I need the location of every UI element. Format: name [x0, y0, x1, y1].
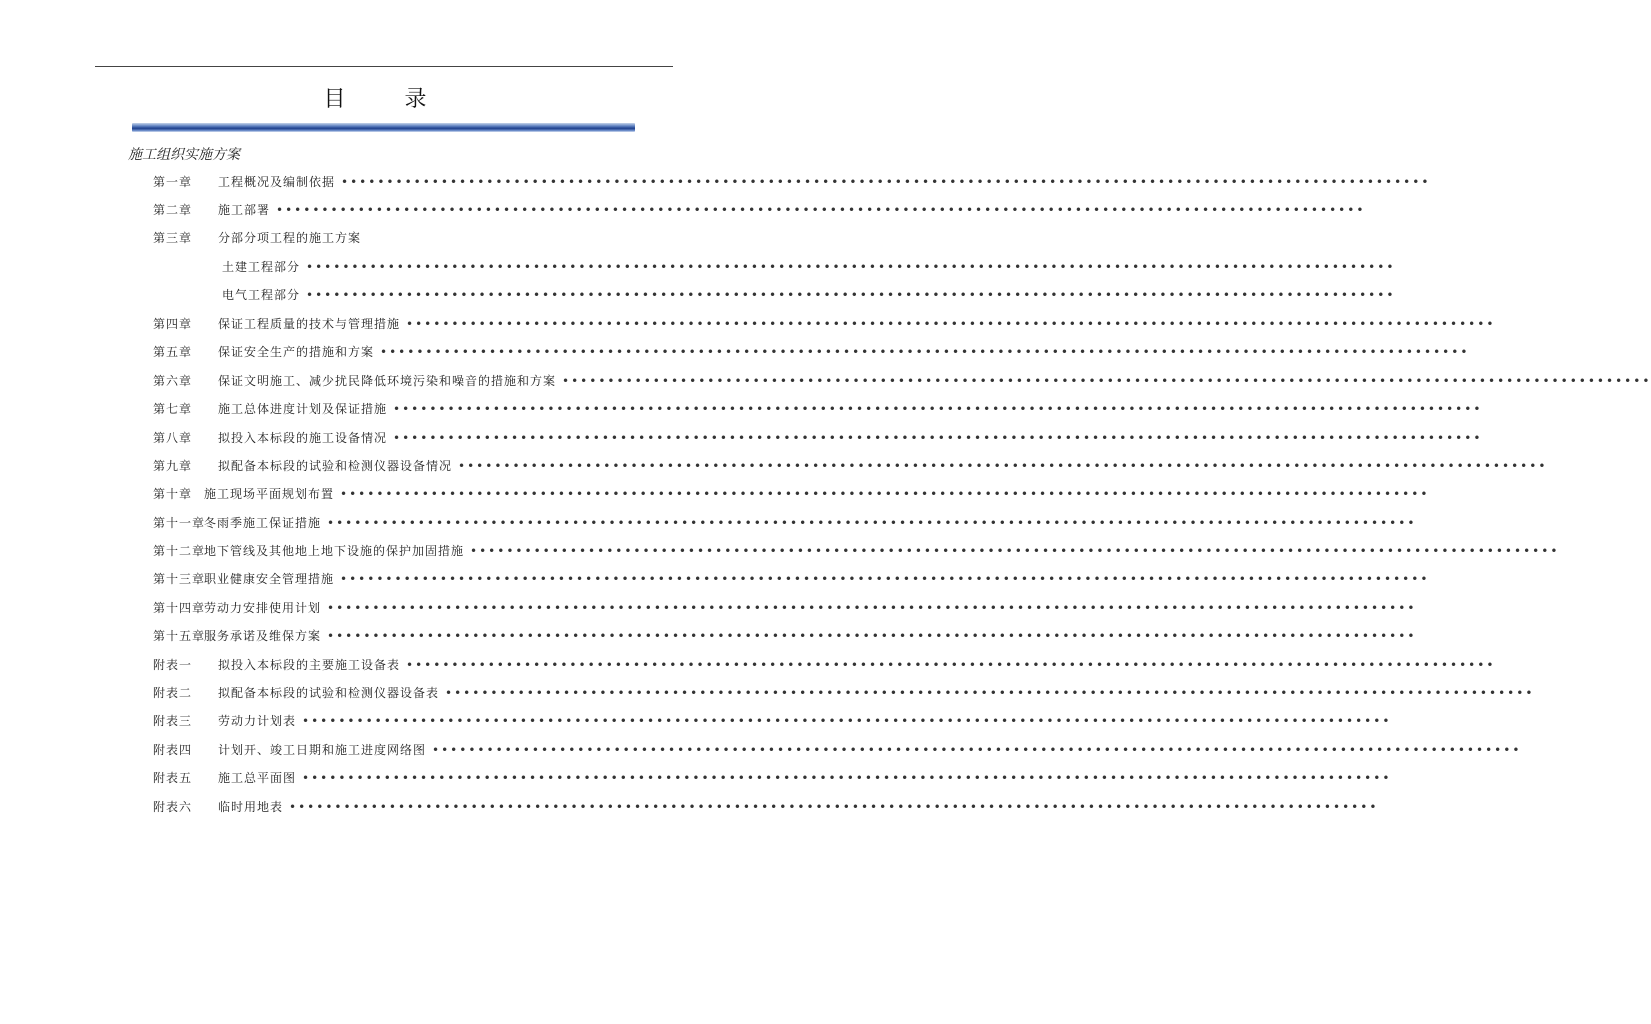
toc-entry[interactable]	[218, 429, 1483, 446]
toc-entry[interactable]	[218, 201, 1366, 218]
toc-entry-text: 土建工程部分	[222, 260, 301, 274]
toc-entry-text: 临时用地表	[218, 800, 284, 814]
dot-leader: ••••••••••••••••••••••••••••••••••••••••••••••••••••••••••••••••••••••••••••••••••••••••••••••••••••••••••••••••••••••••	[445, 686, 1535, 700]
toc-entry[interactable]	[222, 286, 1396, 303]
toc-label: 附表一	[153, 658, 193, 672]
toc-entry[interactable]	[218, 315, 1496, 332]
toc-entry[interactable]	[218, 229, 627, 246]
toc-label: 第二章	[153, 203, 193, 217]
decorative-band	[132, 123, 635, 132]
toc-label: 附表四	[153, 743, 193, 757]
toc-label: 第一章	[153, 175, 193, 189]
toc-label: 第四章	[153, 317, 193, 331]
dot-leader: ••••••••••••••••••••••••••••••••••••••••••••••••••••••••••••••••••••••••••••••••••••••••••••••••••••••••••••••••••••••••	[406, 658, 1496, 672]
toc-entry-text: 施工现场平面规划布置	[204, 487, 335, 501]
toc-entry[interactable]	[204, 514, 1417, 531]
page-title: 目 录	[323, 87, 453, 112]
toc-entry-text: 服务承诺及维保方案	[204, 629, 322, 643]
toc-entry[interactable]	[218, 173, 1431, 190]
dot-leader: ••••••••••••••••••••••••••••••••••••••••••••••••••••••••••••••••••••••••••••••••••••••••••••••••••••••••••••••••••••••••	[340, 487, 1430, 501]
toc-entry[interactable]	[222, 258, 1396, 275]
toc-entry-text: 职业健康安全管理措施	[204, 572, 335, 586]
toc-entry[interactable]	[204, 570, 1430, 587]
toc-entry-text: 劳动力安排使用计划	[204, 601, 322, 615]
toc-label: 第八章	[153, 431, 193, 445]
toc-label: 附表三	[153, 714, 193, 728]
dot-leader: ••••••••••••••••••••••••••••••••••••••••••••••••••••••••••••••••••••••••••••••••••••••••••••••••••••••••••••••••••••••••	[380, 345, 1470, 359]
toc-entry-text: 拟投入本标段的主要施工设备表	[218, 658, 401, 672]
toc-entry-text: 计划开、竣工日期和施工进度网络图	[218, 743, 427, 757]
dot-leader: ••••••••••••••••••••••••••••••••••••••••••••••••••••••••••••••••••••••••••••••••••••••••••••••••••••••••••••••••••••••••	[406, 317, 1496, 331]
toc-entry[interactable]	[218, 769, 1392, 786]
toc-entry[interactable]	[218, 343, 1470, 360]
toc-entry-text: 拟投入本标段的施工设备情况	[218, 431, 388, 445]
dot-leader: ••••••••••••••••••••••••••••••••••••••••••••••••••••••••••••••••••••••••••••••••••••••••••••••••••••••••••••••••••••••••	[289, 800, 1379, 814]
toc-entry-text: 拟配备本标段的试验和检测仪器设备表	[218, 686, 440, 700]
dot-leader: ••••••••••••••••••••••••••••••••••••••••••••••••••••••••••••••••••••••••••••••••••••••••••••••••••••••••••••••••••••••••	[306, 260, 1396, 274]
dot-leader: ••••••••••••••••••••••••••••••••••••••••••••••••••••••••••••••••••••••••••••••••••••••••••••••••••••••••••••••••••••••••	[562, 374, 1651, 388]
toc-entry[interactable]	[204, 542, 1560, 559]
dot-leader: ••••••••••••••••••••••••••••••••••••••••••••••••••••••••••••••••••••••••••••••••••••••••••••••••••••••••••••••••••••••••	[341, 175, 1431, 189]
toc-label: 第六章	[153, 374, 193, 388]
toc-entry-text: 施工总体进度计划及保证措施	[218, 402, 388, 416]
toc-label: 第三章	[153, 231, 193, 245]
toc-label: 第五章	[153, 345, 193, 359]
dot-leader: ••••••••••••••••••••••••••••••••••••••••••••••••••••••••••••••••••••••••••••••••••••••••••••••••••••••••••••••••••••••••	[470, 544, 1560, 558]
dot-leader: ••••••••••••••••••••••••••••••••••••••••••••••••••••••••••••••••••••••••••••••••••••••••••••••••••••••••••••••••••••••••	[302, 771, 1392, 785]
toc-label: 第十二章	[153, 544, 206, 558]
toc-entry[interactable]	[204, 627, 1417, 644]
toc-entry-text: 劳动力计划表	[218, 714, 297, 728]
toc-entry[interactable]	[218, 400, 1483, 417]
toc-entry[interactable]	[204, 485, 1430, 502]
dot-leader: ••••••••••••••••••••••••••••••••••••••••••••••••••••••••••••••••••••••••••••••••••••••••••••••••••••••••••••••••••••••••	[458, 459, 1548, 473]
toc-label: 附表五	[153, 771, 193, 785]
toc-entry-text: 保证文明施工、减少扰民降低环境污染和噪音的措施和方案	[218, 374, 557, 388]
toc-label: 第十三章	[153, 572, 206, 586]
toc-entry-text: 施工部署	[218, 203, 271, 217]
toc-entry[interactable]	[218, 684, 1535, 701]
toc-entry-text: 冬雨季施工保证措施	[204, 516, 322, 530]
toc-entry[interactable]	[218, 798, 1379, 815]
toc-entry[interactable]	[218, 656, 1496, 673]
toc-label: 第十章	[153, 487, 193, 501]
section-heading: 施工组织实施方案	[128, 147, 240, 163]
toc-entry-text: 工程概况及编制依据	[218, 175, 336, 189]
toc-entry[interactable]	[218, 712, 1392, 729]
toc-entry-text: 地下管线及其他地上地下设施的保护加固措施	[204, 544, 465, 558]
toc-label: 第九章	[153, 459, 193, 473]
dot-leader: ••••••••••••••••••••••••••••••••••••••••••••••••••••••••••••••••••••••••••••••••••••••••••••••••••••••••••••••••••••••••	[327, 516, 1417, 530]
dot-leader: ••••••••••••••••••••••••••••••••••••••••••••••••••••••••••••••••••••••••••••••••••••••••••••••••••••••••••••••••••••••••	[340, 572, 1430, 586]
dot-leader: ••••••••••••••••••••••••••••••••••••••••••••••••••••••••••••••••••••••••••••••••••••••••••••••••••••••••••••••••••••••••	[276, 203, 1366, 217]
dot-leader: ••••••••••••••••••••••••••••••••••••••••••••••••••••••••••••••••••••••••••••••••••••••••••••••••••••••••••••••••••••••••	[302, 714, 1392, 728]
toc-entry[interactable]	[218, 457, 1548, 474]
dot-leader: ••••••••••••••••••••••••••••••••••••••••••••••••••••••••••••••••••••••••••••••••••••••••••••••••••••••••••••••••••••••••	[393, 431, 1483, 445]
toc-label: 第十一章	[153, 516, 206, 530]
toc-label: 附表六	[153, 800, 193, 814]
toc-entry-text: 保证工程质量的技术与管理措施	[218, 317, 401, 331]
toc-entry-text: 分部分项工程的施工方案	[218, 231, 362, 245]
toc-entry-text: 拟配备本标段的试验和检测仪器设备情况	[218, 459, 453, 473]
header-rule	[95, 66, 673, 67]
toc-label: 第七章	[153, 402, 193, 416]
dot-leader: ••••••••••••••••••••••••••••••••••••••••••••••••••••••••••••••••••••••••••••••••••••••••••••••••••••••••••••••••••••••••	[393, 402, 1483, 416]
toc-entry[interactable]	[218, 372, 1651, 389]
toc-label: 第十五章	[153, 629, 206, 643]
toc-entry-text: 保证安全生产的措施和方案	[218, 345, 375, 359]
toc-entry-text: 施工总平面图	[218, 771, 297, 785]
toc-entry[interactable]	[204, 599, 1417, 616]
toc-label: 第十四章	[153, 601, 206, 615]
toc-entry[interactable]	[218, 741, 1522, 758]
dot-leader: ••••••••••••••••••••••••••••••••••••••••••••••••••••••••••••••••••••••••••••••••••••••••••••••••••••••••••••••••••••••••	[327, 629, 1417, 643]
toc-label: 附表二	[153, 686, 193, 700]
toc-entry-text: 电气工程部分	[222, 288, 301, 302]
dot-leader: ••••••••••••••••••••••••••••••••••••••••••••••••••••••••••••••••••••••••••••••••••••••••••••••••••••••••••••••••••••••••	[327, 601, 1417, 615]
dot-leader: ••••••••••••••••••••••••••••••••••••••••••••••••••••••••••••••••••••••••••••••••••••••••••••••••••••••••••••••••••••••••	[432, 743, 1522, 757]
dot-leader: ••••••••••••••••••••••••••••••••••••••••••••••••••••••••••••••••••••••••••••••••••••••••••••••••••••••••••••••••••••••••	[306, 288, 1396, 302]
